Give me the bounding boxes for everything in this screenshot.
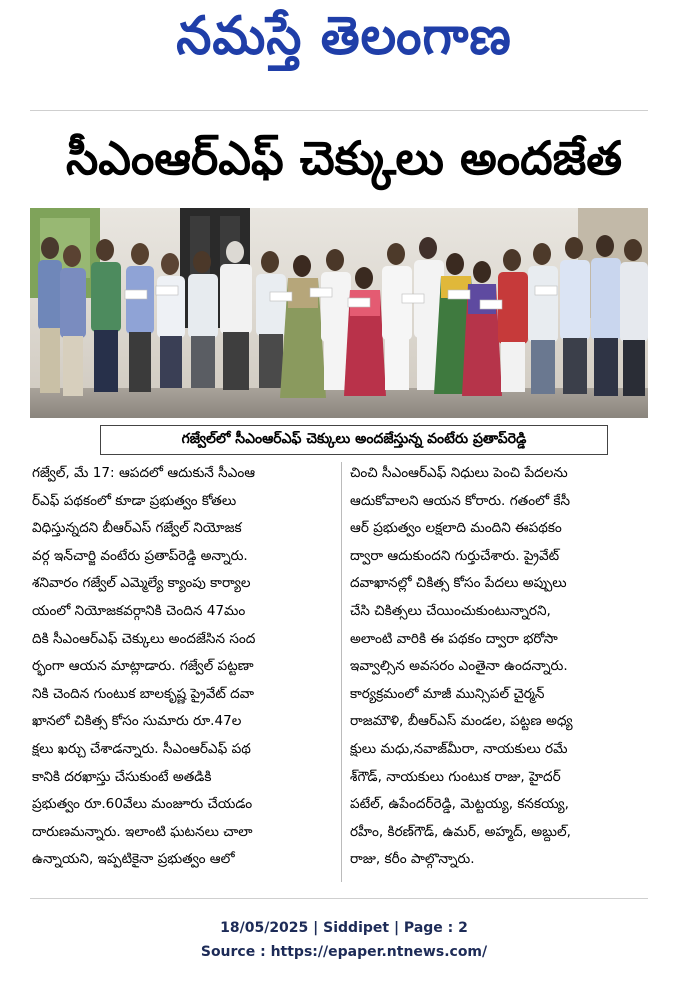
article-line: ప్రభుత్వం రూ.60వేలు మంజూరు చేయడం (32, 796, 253, 813)
photo-caption: గజ్వేల్‌లో సీఎంఆర్ఎఫ్ చెక్కులు అందజేస్తున్న వంటేరు ప్రతాప్‌రెడ్డి (100, 425, 608, 455)
article-line: కానికి దరఖాస్తు చేసుకుంటే అతడికి (32, 768, 212, 785)
article-line: దవాఖానల్లో చికిత్స కోసం పేదలు అప్పులు (350, 575, 567, 592)
article-column-left (32, 460, 334, 890)
article-line: గజ్వేల్, మే 17: ఆపదలో ఆదుకునే సీఎంఆ (32, 465, 256, 481)
article-line: దికి సీఎంఆర్ఎఫ్ చెక్కులు అందజేసిన సంద (32, 630, 256, 647)
article-line: రహీం, కిరణ్‌గౌడ్, ఉమర్, అహ్మద్, అబ్దుల్, (350, 823, 571, 840)
article-headline: సీఎంఆర్ఎఫ్ చెక్కులు అందజేత (65, 131, 622, 185)
article-line: రాజు, కరీం పాల్గొన్నారు. (350, 851, 475, 868)
article-line: ర్ఎఫ్ పథకంలో కూడా ప్రభుత్వం కోతలు (32, 492, 237, 509)
masthead (0, 6, 688, 78)
article-line: ఇవ్వాల్సిన అవసరం ఎంతైనా ఉందన్నారు. (350, 658, 568, 675)
article-line: చించి సీఎంఆర్ఎఫ్ నిధులు పెంచి పేదలను (350, 465, 568, 481)
article-line: యంలో నియోజకవర్గానికి చెందిన 47మం (32, 602, 246, 619)
article-line: ఖానలో చికిత్స కోసం సుమారు రూ.47ల (32, 713, 242, 730)
article-line: క్షలు ఖర్చు చేశాడన్నారు. సీఎంఆర్ఎఫ్ పథ (32, 740, 251, 757)
footer-source-link[interactable]: Source : https://epaper.ntnews.com/ (200, 944, 488, 960)
divider-top (30, 110, 648, 111)
article-line: కార్యక్రమంలో మాజీ మున్సిపల్ చైర్మన్ (350, 685, 545, 702)
article-line: ఆదుకోవాలని ఆయన కోరారు. గతంలో కేసీ (350, 492, 571, 509)
article-line: క్షులు మధు,నవాజ్‌మీరా, నాయకులు రమే (350, 740, 568, 757)
article-line: ర్భంగా ఆయన మాట్లాడారు. గజ్వేల్ పట్టణా (32, 658, 254, 675)
article-line: ఆర్ ప్రభుత్వం లక్షలాది మందిని ఈపథకం (350, 520, 562, 537)
news-photo (30, 208, 648, 418)
article-line: నికి చెందిన గుంటుక బాలకృష్ణ ప్రైవేట్ దవా (32, 685, 255, 702)
article-line: వర్గ ఇన్‌చార్జి వంటేరు ప్రతాప్‌రెడ్డి అన్నారు. (32, 547, 248, 564)
article-line: శనివారం గజ్వేల్ ఎమ్మెల్యే క్యాంపు కార్యాల (32, 575, 251, 592)
group-photo-image (30, 208, 648, 418)
divider-bottom (30, 898, 648, 899)
article-line: దారుణమన్నారు. ఇలాంటి ఘటనలు చాలా (32, 823, 253, 840)
column-divider (341, 462, 342, 882)
article-line: చేసి చికిత్సలు చేయించుకుంటున్నారని, (350, 602, 551, 619)
article-line: ద్వారా ఆదుకుందని గుర్తుచేశారు. ప్రైవేట్ (350, 547, 560, 564)
article-column-right (350, 460, 652, 890)
masthead-title: నమస్తే తెలంగాణ (176, 4, 512, 66)
article-line: రాజమౌళి, బీఆర్ఎస్ మండల, పట్టణ అధ్య (350, 713, 573, 730)
article-line: అలాంటి వారికి ఈ పథకం ద్వారా భరోసా (350, 630, 558, 647)
article-line: పటేల్, ఉపేందర్‌రెడ్డి, మెట్టయ్య, కనకయ్య, (350, 796, 569, 813)
article-line: విధిస్తున్నదని బీఆర్ఎస్ గజ్వేల్ నియోజక (32, 520, 242, 537)
article-line: ఉన్నాయని, ఇప్పటికైనా ప్రభుత్వం ఆలో (32, 851, 235, 868)
footer-date-edition: 18/05/2025 | Siddipet | Page : 2 (220, 920, 468, 936)
article-line: శ్‌గౌడ్, నాయకులు గుంటుక రాజు, హైదర్ (350, 768, 561, 785)
